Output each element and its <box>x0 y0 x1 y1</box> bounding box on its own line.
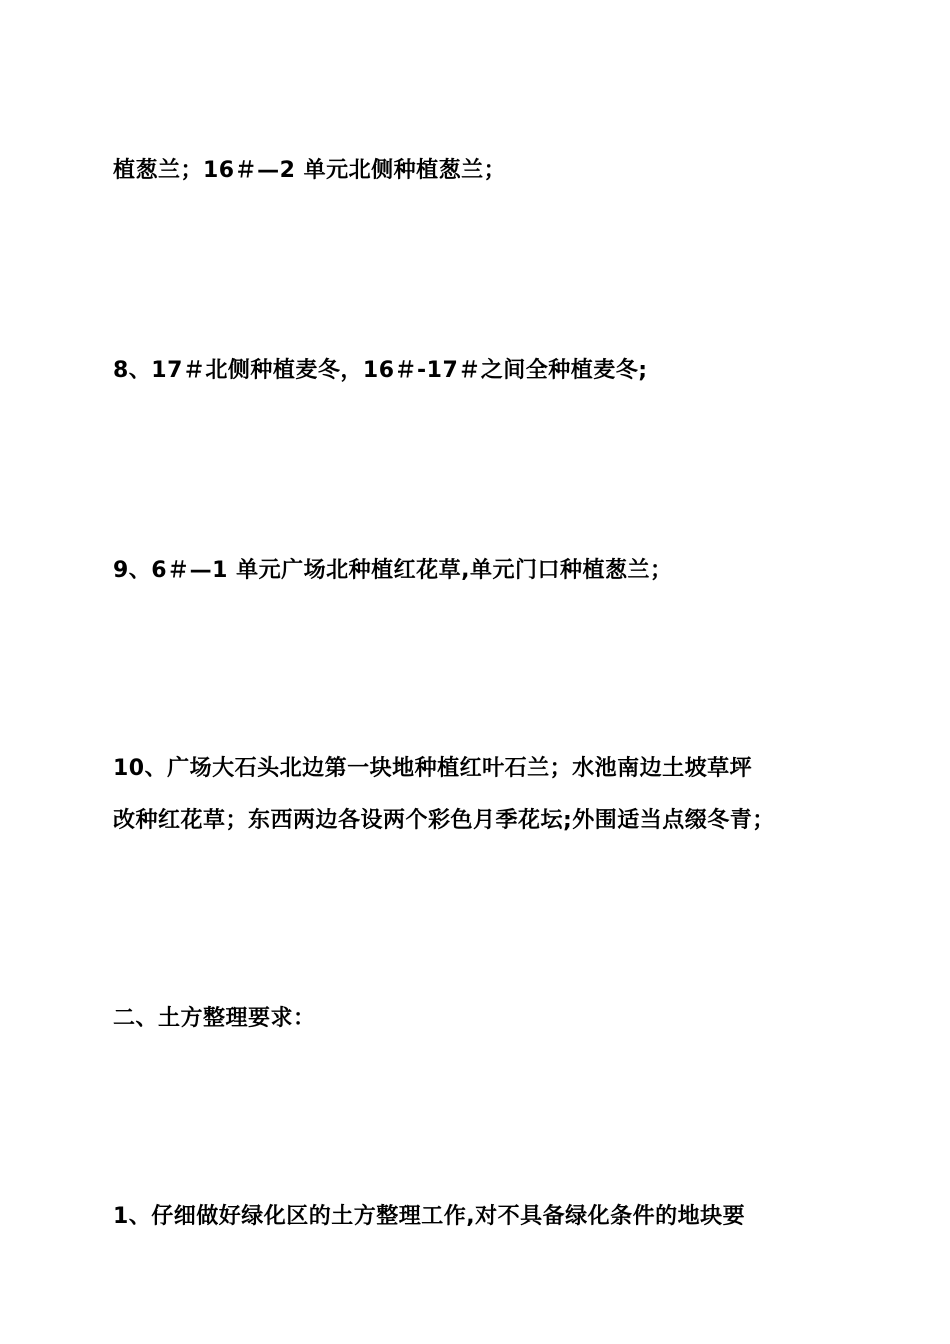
list-item-10-continued: 改种红花草；东西两边各设两个彩色月季花坛;外围适当点缀冬青； <box>113 808 775 833</box>
list-item-9: 9、6＃—1 单元广场北种植红花草,单元门口种植葱兰； <box>113 558 673 583</box>
section-heading: 二、土方整理要求： <box>113 1006 316 1031</box>
list-item-1: 1、仔细做好绿化区的土方整理工作,对不具备绿化条件的地块要 <box>113 1204 746 1229</box>
list-item-10: 10、广场大石头北边第一块地种植红叶石兰；水池南边土坡草坪 <box>113 756 753 781</box>
list-item-8: 8、17＃北侧种植麦冬，16＃-17＃之间全种植麦冬; <box>113 358 648 383</box>
text-line: 植葱兰；16＃—2 单元北侧种植葱兰； <box>113 158 507 183</box>
